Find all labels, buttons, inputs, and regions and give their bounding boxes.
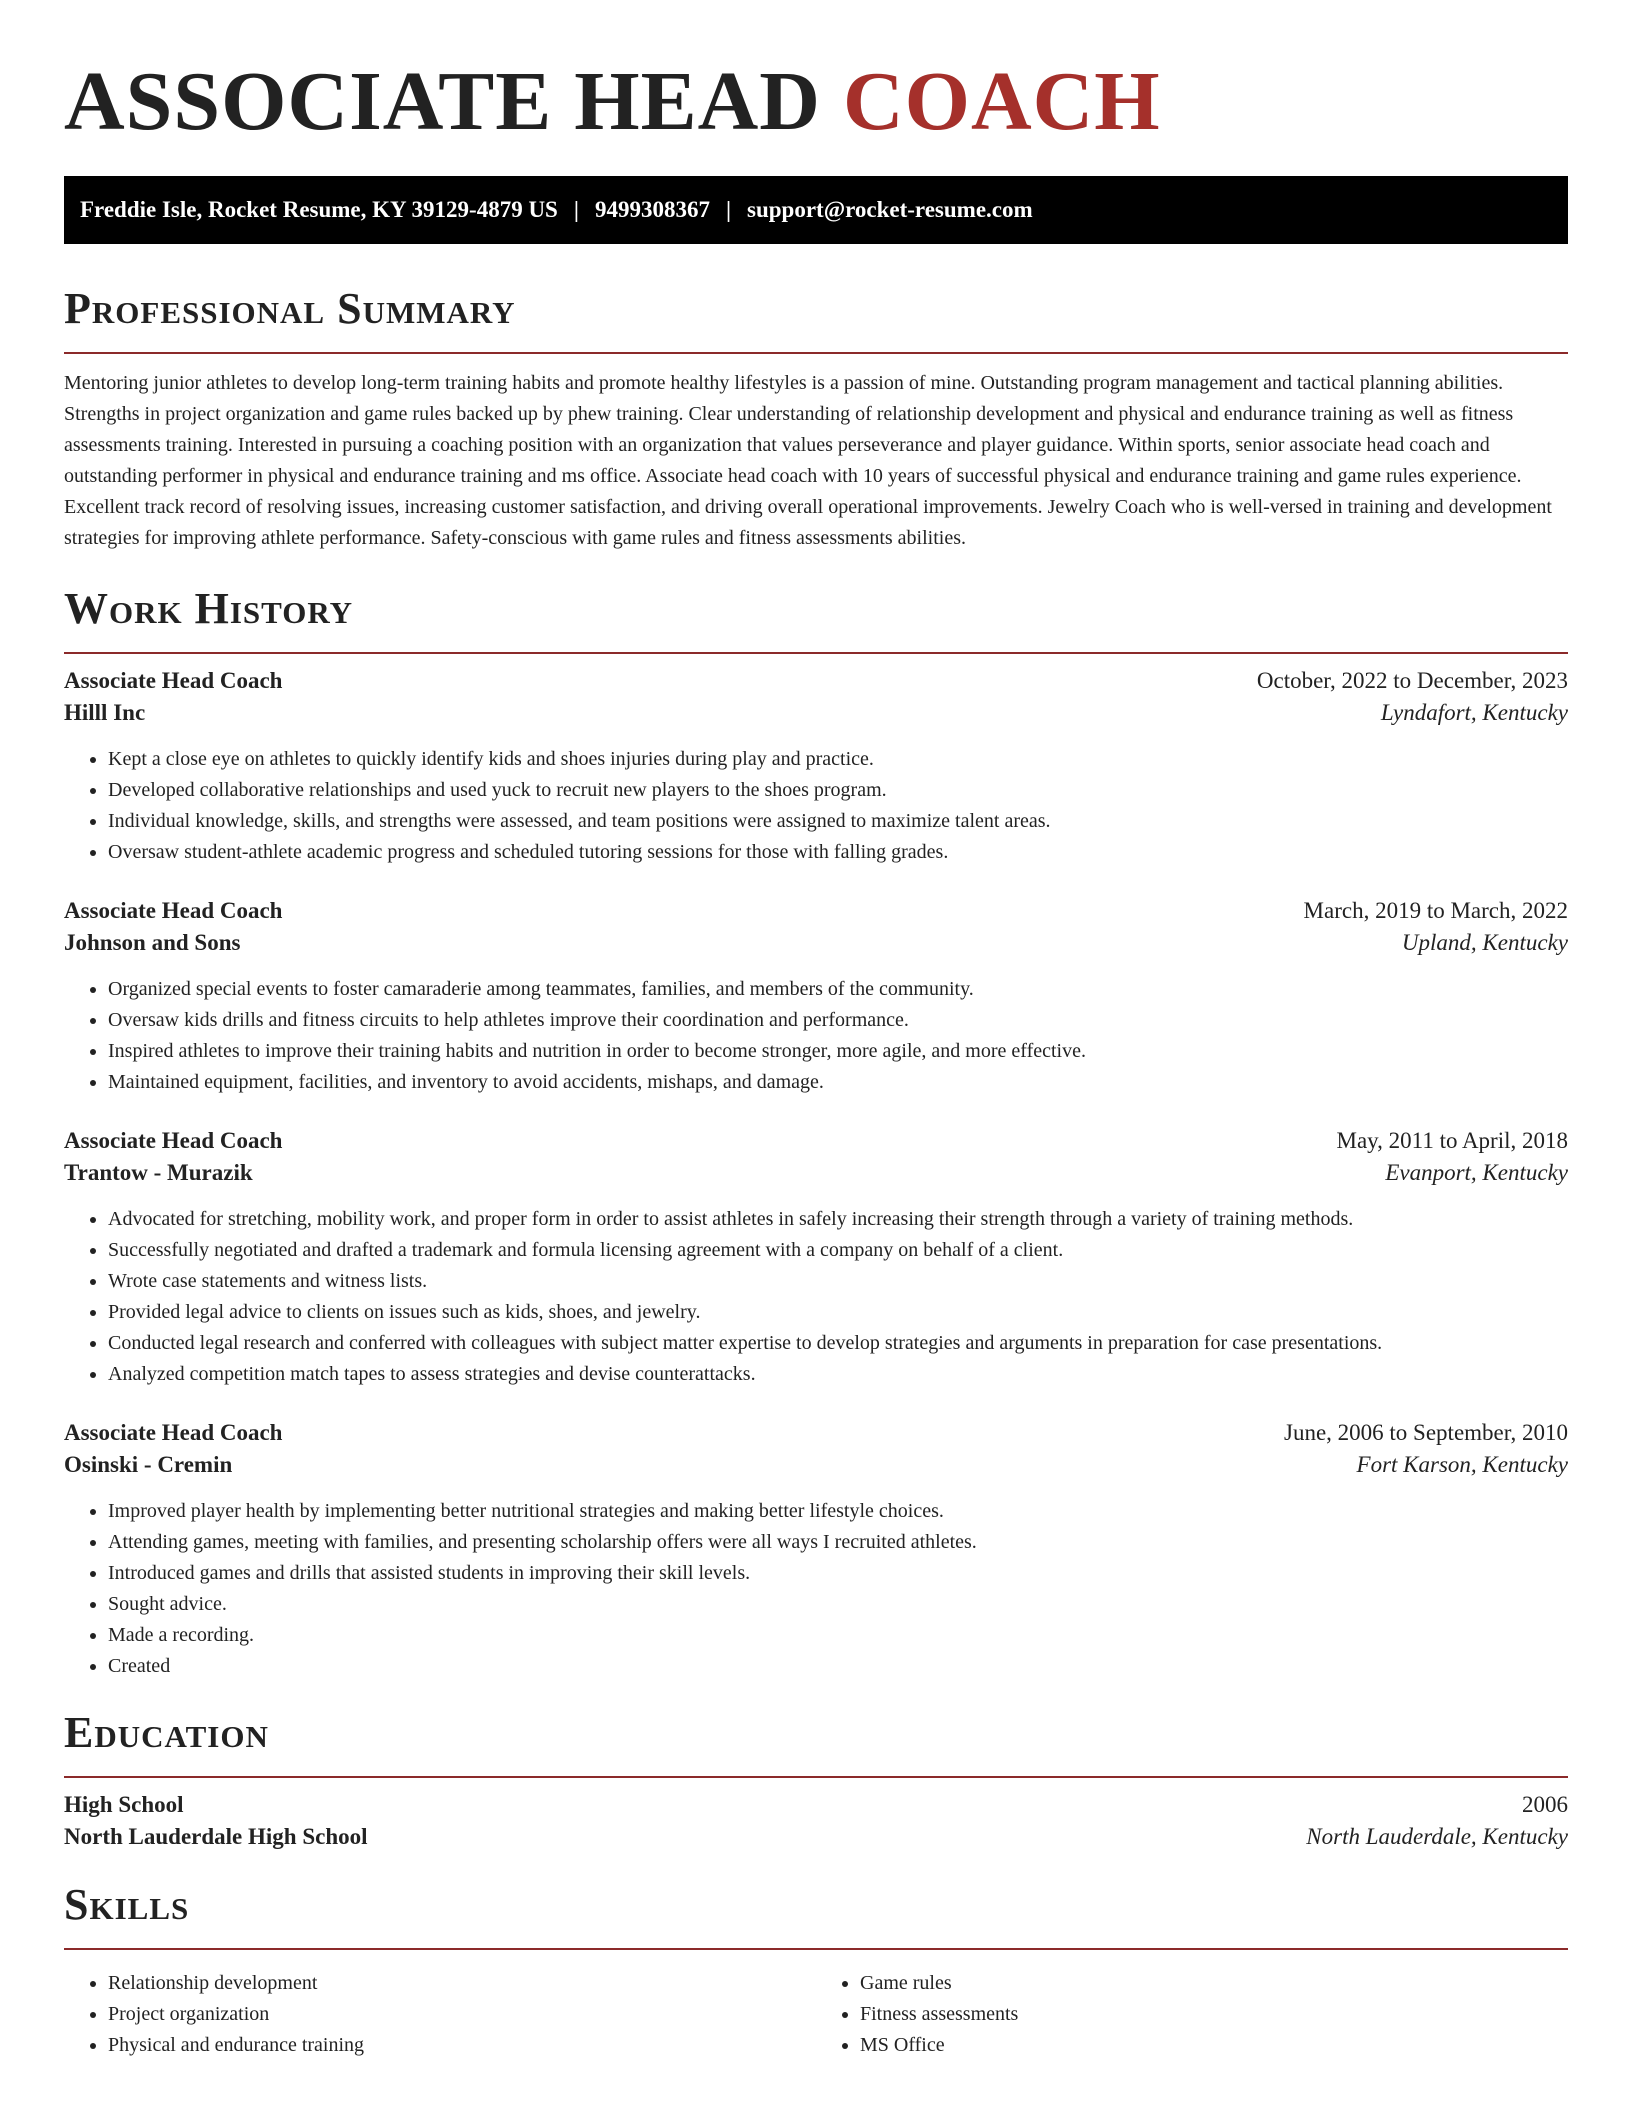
skill-item: • Physical and endurance training <box>108 2030 816 2061</box>
job-bullet: • Maintained equipment, facilities, and inventory to avoid accidents, mishaps, and damage. <box>108 1067 1568 1098</box>
resume-title <box>64 52 1568 152</box>
job-bullet: • Provided legal advice to clients on issues such as kids, shoes, and jewelry. <box>108 1297 1568 1328</box>
skills-heading: Skills <box>64 1880 190 1929</box>
job-bullet: • Successfully negotiated and drafted a trademark and formula licensing agreement with a company on behalf of a client. <box>108 1235 1568 1266</box>
education-section <box>64 1708 1568 1850</box>
work-history-section <box>64 584 1568 1682</box>
job-dates: May, 2011 to April, 2018 <box>1336 1128 1568 1153</box>
job-dates: October, 2022 to December, 2023 <box>1256 668 1568 693</box>
contact-address: Freddie Isle, Rocket Resume, KY 39129-4879 US <box>80 197 558 222</box>
section-divider <box>64 1776 1568 1778</box>
skills-columns <box>64 1964 1568 2061</box>
job-entry <box>64 1420 1568 1682</box>
job-bullet: • Improved player health by implementing better nutritional strategies and making better lifestyle choices. <box>108 1496 1568 1527</box>
summary-section <box>64 284 1568 554</box>
contact-bar <box>64 176 1568 244</box>
job-bullets <box>64 1496 1568 1682</box>
skill-item: • Project organization <box>108 1999 816 2030</box>
job-entry <box>64 1128 1568 1390</box>
job-bullets <box>64 1204 1568 1390</box>
job-location: Fort Karson, Kentucky <box>1356 1452 1568 1477</box>
section-divider <box>64 652 1568 654</box>
job-bullet: • Advocated for stretching, mobility work, and proper form in order to assist athletes in safely increasing their strength through a variety of training methods. <box>108 1204 1568 1235</box>
work-history-heading: Work History <box>64 584 354 633</box>
job-bullet: • Analyzed competition match tapes to assess strategies and devise counterattacks. <box>108 1359 1568 1390</box>
skill-item: • MS Office <box>860 2030 1568 2061</box>
contact-email: support@rocket-resume.com <box>747 197 1033 222</box>
title-accent: COACH <box>842 55 1161 148</box>
skill-item: • Fitness assessments <box>860 1999 1568 2030</box>
job-company: Osinski - Cremin <box>64 1452 233 1477</box>
summary-text: Mentoring junior athletes to develop long-term training habits and promote healthy lifestyles is a passion of mine. Outstanding program management and tactical planning abilities. Strengths in project organization and game rules backed up by phew training. Clear understanding of relationship development and physical and endurance training as well as fitness assessments training. Interested in pursuing a coaching position with an organization that values perseverance and player guidance. Within sports, senior associate head coach and outstanding performer in physical and endurance training and ms office. Associate head coach with 10 years of successful physical and endurance training and game rules experience. Excellent track record of resolving issues, increasing customer satisfaction, and driving overall operational improvements. Jewelry Coach who is well-versed in training and development strategies for improving athlete performance. Safety-conscious with game rules and fitness assessments abilities. <box>64 372 1552 549</box>
job-title: Associate Head Coach <box>64 898 283 923</box>
education-school: North Lauderdale High School <box>64 1824 368 1849</box>
job-bullet: • Wrote case statements and witness lists. <box>108 1266 1568 1297</box>
education-heading: Education <box>64 1708 269 1757</box>
skill-item: • Game rules <box>860 1968 1568 1999</box>
job-bullet: • Oversaw student-athlete academic progress and scheduled tutoring sessions for those with falling grades. <box>108 837 1568 868</box>
job-company: Trantow - Murazik <box>64 1160 253 1185</box>
education-degree: High School <box>64 1792 184 1817</box>
contact-phone: 9499308367 <box>594 197 710 222</box>
job-company: Hilll Inc <box>64 700 146 725</box>
job-bullet: • Attending games, meeting with families, and presenting scholarship offers were all ways I recruited athletes. <box>108 1527 1568 1558</box>
job-bullets <box>64 974 1568 1098</box>
section-divider <box>64 352 1568 354</box>
job-bullet: • Sought advice. <box>108 1589 1568 1620</box>
job-entry <box>64 668 1568 868</box>
job-location: Upland, Kentucky <box>1401 930 1568 955</box>
skill-item: • Relationship development <box>108 1968 816 1999</box>
education-year: 2006 <box>1522 1792 1568 1817</box>
job-bullet: • Made a recording. <box>108 1620 1568 1651</box>
summary-heading: Professional Summary <box>64 284 516 333</box>
skills-section <box>64 1880 1568 2061</box>
job-title: Associate Head Coach <box>64 1128 283 1153</box>
job-bullet: • Conducted legal research and conferred with colleagues with subject matter expertise to develop strategies and arguments in preparation for case presentations. <box>108 1328 1568 1359</box>
education-location: North Lauderdale, Kentucky <box>1306 1824 1568 1849</box>
job-entry <box>64 898 1568 1098</box>
job-title: Associate Head Coach <box>64 668 283 693</box>
job-bullet: • Created <box>108 1651 1568 1682</box>
job-title: Associate Head Coach <box>64 1420 283 1445</box>
job-bullet: • Kept a close eye on athletes to quickly identify kids and shoes injuries during play and practice. <box>108 744 1568 775</box>
job-company: Johnson and Sons <box>64 930 241 955</box>
job-bullet: • Developed collaborative relationships and used yuck to recruit new players to the shoes program. <box>108 775 1568 806</box>
job-location: Lyndafort, Kentucky <box>1380 700 1568 725</box>
skills-list-right <box>816 1968 1568 2061</box>
title-main: ASSOCIATE HEAD <box>64 55 843 148</box>
job-bullet: • Organized special events to foster camaraderie among teammates, families, and members of the community. <box>108 974 1568 1005</box>
section-divider <box>64 1948 1568 1950</box>
job-dates: March, 2019 to March, 2022 <box>1303 898 1568 923</box>
job-location: Evanport, Kentucky <box>1385 1160 1568 1185</box>
job-bullet: • Oversaw kids drills and fitness circuits to help athletes improve their coordination and performance. <box>108 1005 1568 1036</box>
contact-separator: | <box>725 197 732 222</box>
job-bullets <box>64 744 1568 868</box>
job-bullet: • Inspired athletes to improve their training habits and nutrition in order to become stronger, more agile, and more effective. <box>108 1036 1568 1067</box>
job-dates: June, 2006 to September, 2010 <box>1284 1420 1568 1445</box>
job-bullet: • Introduced games and drills that assisted students in improving their skill levels. <box>108 1558 1568 1589</box>
job-bullet: • Individual knowledge, skills, and strengths were assessed, and team positions were assigned to maximize talent areas. <box>108 806 1568 837</box>
contact-separator: | <box>573 197 579 222</box>
skills-list-left <box>64 1968 816 2061</box>
